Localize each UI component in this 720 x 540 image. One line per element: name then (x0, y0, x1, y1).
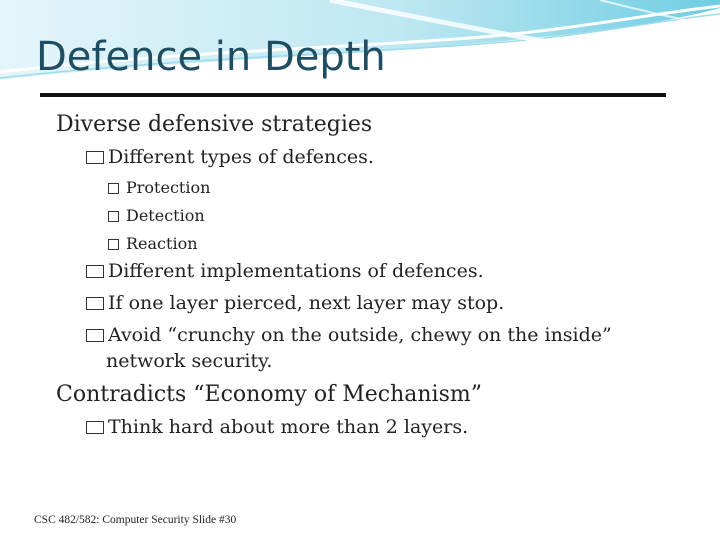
bullet-box-icon (108, 211, 119, 222)
slide-footer: CSC 482/582: Computer Security Slide #30 (34, 514, 237, 526)
subpoint-protection (108, 178, 210, 197)
point-layer-pierced (86, 292, 504, 314)
point-types-of-defences (86, 146, 374, 168)
bullet-box-icon (108, 183, 119, 194)
subpoint-text: Detection (126, 206, 205, 225)
bullet-box-icon (86, 265, 104, 278)
bullet-box-icon (86, 329, 104, 342)
point-text: Avoid “crunchy on the outside, chewy on the inside” (108, 324, 612, 346)
point-diverse-strategies: Diverse defensive strategies (56, 112, 373, 137)
subpoint-detection (108, 206, 205, 225)
point-text: Think hard about more than 2 layers. (108, 416, 469, 438)
point-avoid-crunchy-continued: network security. (106, 350, 273, 372)
point-avoid-crunchy (86, 324, 612, 346)
subpoint-text: Protection (126, 178, 211, 197)
subpoint-reaction (108, 234, 198, 253)
bullet-box-icon (86, 151, 104, 164)
point-think-hard (86, 416, 468, 438)
point-text: If one layer pierced, next layer may stop. (108, 292, 505, 314)
point-different-implementations (86, 260, 484, 282)
point-economy-of-mechanism: Contradicts “Economy of Mechanism” (56, 382, 482, 407)
bullet-box-icon (86, 297, 104, 310)
point-text: Different types of defences. (108, 146, 374, 168)
bullet-box-icon (108, 239, 119, 250)
bullet-box-icon (86, 421, 104, 434)
slide-title: Defence in Depth (36, 34, 386, 80)
point-text: Different implementations of defences. (108, 260, 484, 282)
subpoint-text: Reaction (126, 234, 198, 253)
